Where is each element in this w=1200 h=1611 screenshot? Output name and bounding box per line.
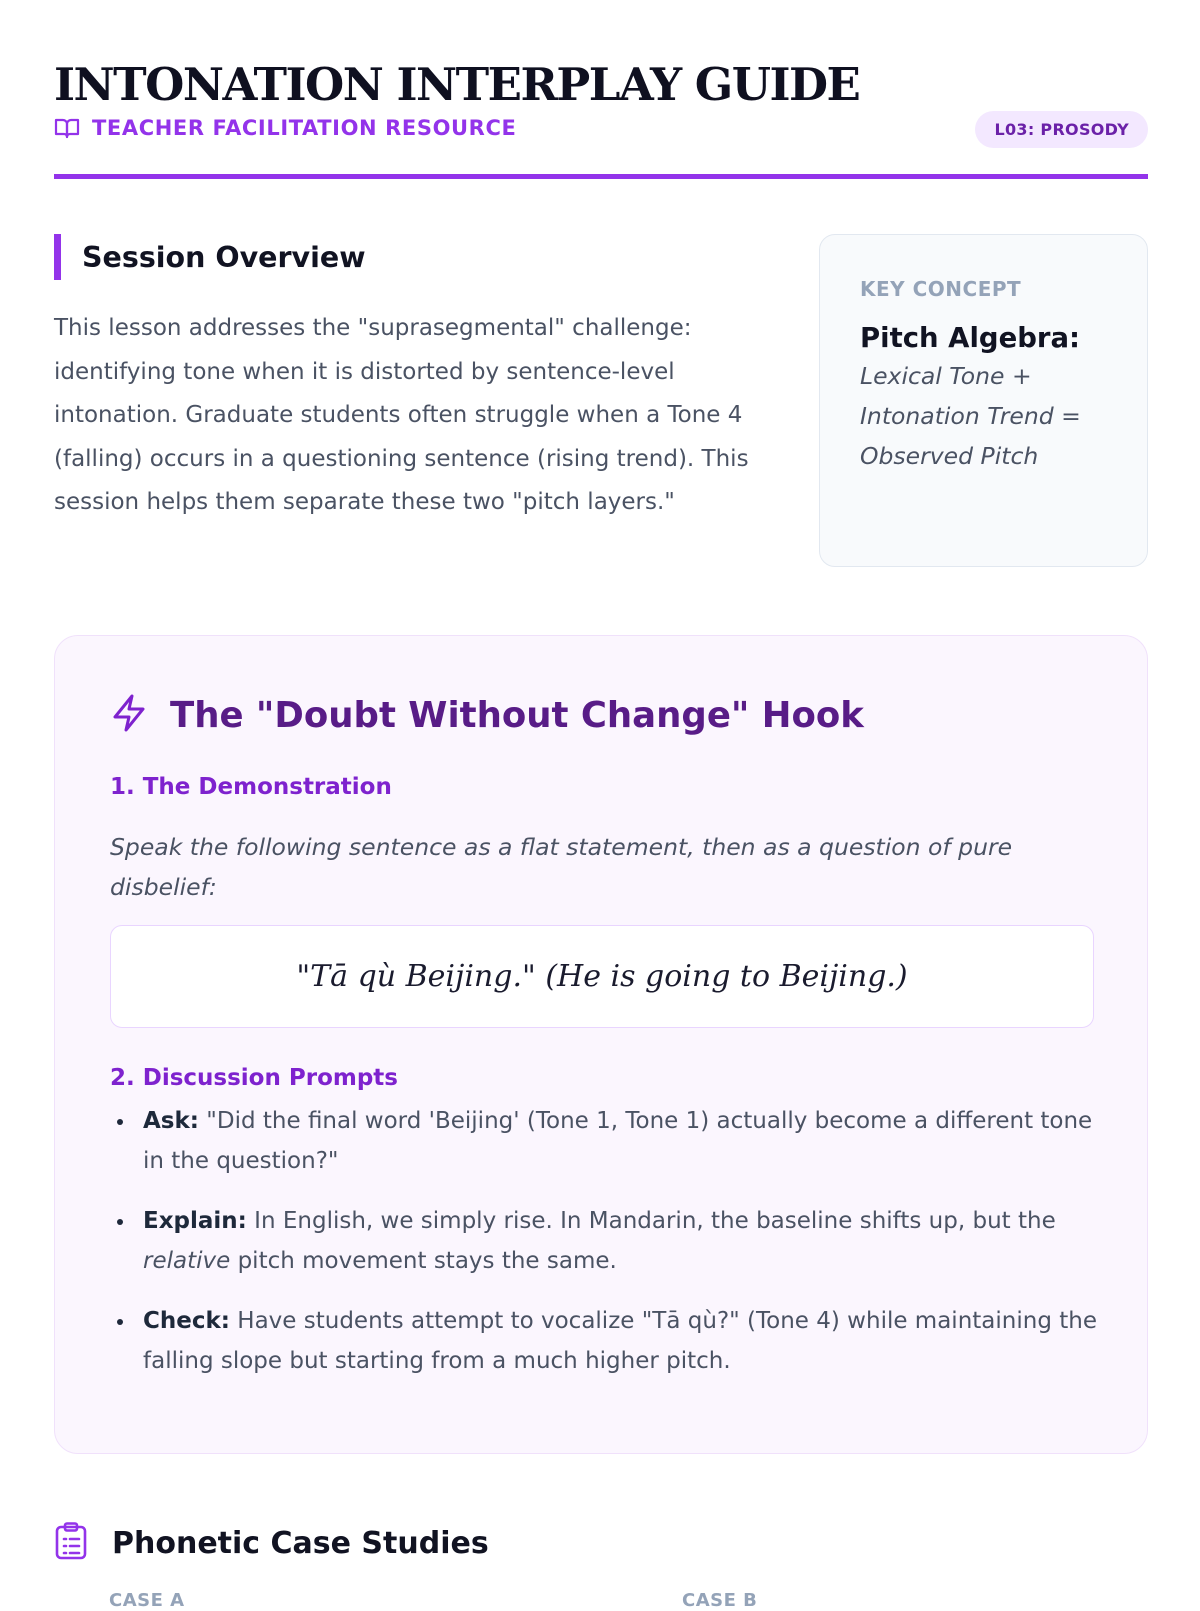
case-studies-heading [54, 1522, 489, 1565]
discussion-prompts-list [110, 1102, 1100, 1402]
bullet [117, 1319, 123, 1325]
case-b-label: CASE B [682, 1590, 758, 1611]
bullet [117, 1219, 123, 1225]
list-item [110, 1102, 1100, 1181]
demonstration-note: Speak the following sentence as a flat statement, then as a question of pure disbelief: [110, 833, 1013, 901]
prompt-text: Have students attempt to vocalize "Tā qù?" (Tone 4) while maintaining the falling slope but starting from a much higher pitch. [143, 1308, 1097, 1374]
case-a-label: CASE A [109, 1590, 185, 1611]
clipboard-icon [54, 1522, 88, 1565]
prompt-text-end: pitch movement stays the same. [230, 1247, 617, 1274]
prompt-emphasis: relative [143, 1247, 231, 1274]
key-concept-label: KEY CONCEPT [860, 277, 1022, 301]
lightning-icon [110, 693, 148, 738]
list-item [110, 1202, 1100, 1281]
discussion-heading: 2. Discussion Prompts [110, 1065, 398, 1091]
bullet [117, 1119, 123, 1125]
prompt-label: Explain: [143, 1208, 247, 1234]
prompt-label: Ask: [143, 1108, 199, 1134]
prompt-label: Check: [143, 1308, 230, 1334]
demonstration-heading: 1. The Demonstration [110, 774, 392, 800]
overview-title: Session Overview [82, 240, 366, 274]
hook-heading [110, 693, 864, 738]
hook-title: The "Doubt Without Change" Hook [170, 695, 864, 736]
hook-section [54, 635, 1148, 1454]
subtitle-row [54, 116, 516, 140]
prompt-text: "Did the final word 'Beijing' (Tone 1, Tone 1) actually become a different tone in the question?" [143, 1108, 1093, 1174]
overview-text: This lesson addresses the "suprasegmental" challenge: identifying tone when it is distorted by sentence-level intonation. Graduate students often struggle when a Tone 4 (falling) occurs in a questioning sentence (rising trend). This session helps them separate these two "pitch layers." [54, 315, 749, 515]
overview-heading [54, 234, 366, 280]
key-concept-card [819, 234, 1148, 567]
list-item [110, 1302, 1100, 1381]
case-studies-title: Phonetic Case Studies [112, 1526, 489, 1561]
lesson-badge: L03: PROSODY [975, 111, 1148, 148]
example-sentence: "Tā qù Beijing." (He is going to Beijing.) [296, 959, 908, 994]
key-concept-name: Pitch Algebra: [860, 322, 1081, 354]
page-title: INTONATION INTERPLAY GUIDE [54, 58, 860, 111]
page-subtitle: TEACHER FACILITATION RESOURCE [92, 116, 517, 140]
header-divider [54, 174, 1148, 179]
prompt-text: In English, we simply rise. In Mandarin, the baseline shifts up, but the [246, 1208, 1056, 1234]
key-concept-formula: Lexical Tone + Intonation Trend = Observed Pitch [860, 362, 1081, 470]
example-sentence-box [110, 925, 1094, 1028]
book-open-icon [54, 116, 80, 140]
